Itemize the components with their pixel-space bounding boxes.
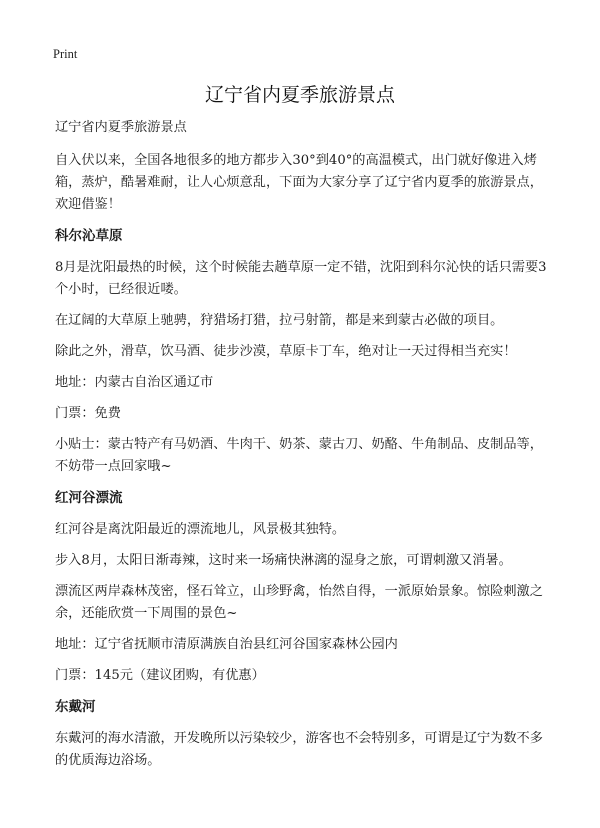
horqin-paragraph-extras: 除此之外，滑草，饮马酒、徒步沙漠，草原卡丁车，绝对让一天过得相当充实！ [55,344,517,359]
section-heading-horqin-grassland: 科尔沁草原 [55,228,123,244]
horqin-paragraph-timing: 8月是沈阳最热的时候，这个时候能去趟草原一定不错，沈阳到科尔沁快的话只需要3个小时，已经很近喽。 [55,260,547,297]
section-heading-honghegu-rafting: 红河谷漂流 [55,490,123,506]
honghegu-paragraph-intro: 红河谷是离沈阳最近的漂流地儿，风景极其独特。 [55,522,346,537]
horqin-address: 地址：内蒙古自治区通辽市 [55,375,214,390]
print-link[interactable]: Print [53,47,78,61]
article-subtitle: 辽宁省内夏季旅游景点 [55,120,187,135]
article-body [55,117,555,781]
dongdaihe-paragraph-intro: 东戴河的海水清澈，开发晚所以污染较少，游客也不会特别多，可谓是辽宁为数不多的优质海边浴场。 [55,731,543,768]
honghegu-paragraph-scenery: 漂流区两岸森林茂密，怪石耸立，山珍野禽，怡然自得，一派原始景象。惊险刺激之余，还能欣赏一下周围的景色~ [55,584,543,621]
horqin-ticket: 门票：免费 [55,406,121,421]
honghegu-paragraph-august: 步入8月，太阳日渐毒辣，这时来一场痛快淋漓的湿身之旅，可谓刺激又消暑。 [55,553,512,568]
page-title: 辽宁省内夏季旅游景点 [204,84,395,106]
horqin-tips: 小贴士：蒙古特产有马奶酒、牛肉干、奶茶、蒙古刀、奶酪、牛角制品、皮制品等，不妨带一点回家哦~ [55,437,543,474]
horqin-paragraph-activities: 在辽阔的大草原上驰骋，狩猎场打猎，拉弓射箭，都是来到蒙古必做的项目。 [55,313,504,328]
honghegu-address: 地址：辽宁省抚顺市清原满族自治县红河谷国家森林公园内 [55,637,398,652]
honghegu-ticket: 门票：145元（建议团购，有优惠） [55,668,265,683]
intro-paragraph: 自入伏以来，全国各地很多的地方都步入30°到40°的高温模式，出门就好像进入烤箱，蒸炉，酷暑难耐，让人心烦意乱，下面为大家分享了辽宁省内夏季的旅游景点，欢迎借鉴！ [55,153,543,212]
section-heading-dongdaihe: 东戴河 [55,699,96,715]
